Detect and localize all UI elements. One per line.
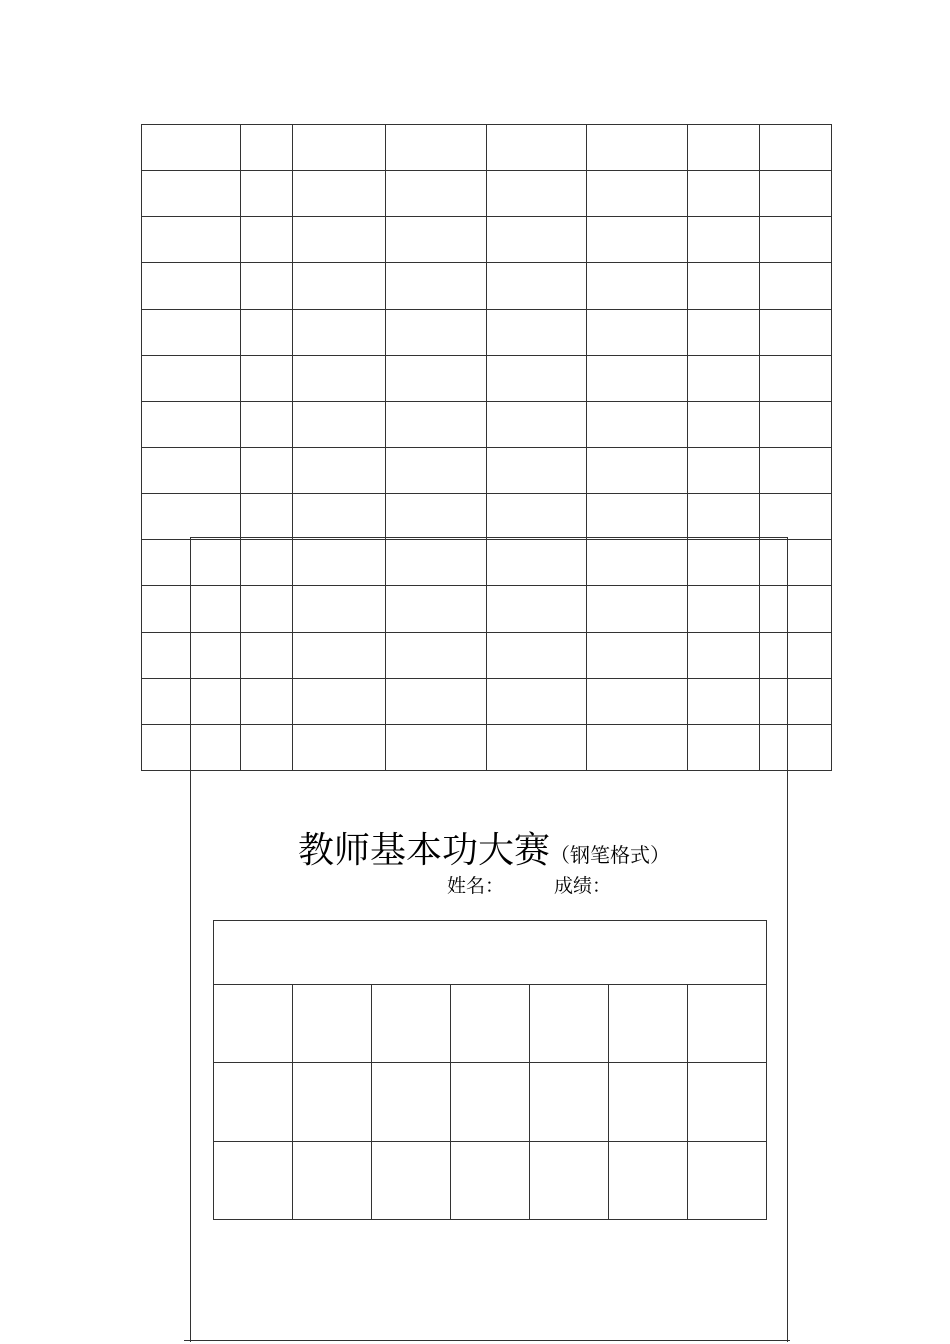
top-grid-cell <box>293 632 386 678</box>
top-grid-cell <box>587 171 688 217</box>
top-grid-cell <box>293 678 386 724</box>
pen-grid-row <box>214 1063 767 1141</box>
pen-grid-cell <box>530 1141 609 1219</box>
top-grid-cell <box>241 447 293 493</box>
top-grid-cell <box>293 263 386 309</box>
pen-grid-cell <box>530 985 609 1063</box>
top-grid-row <box>142 678 832 724</box>
pen-grid-cell <box>293 985 372 1063</box>
top-grid-cell <box>241 586 293 632</box>
top-grid-cell <box>688 401 760 447</box>
top-grid-cell <box>688 309 760 355</box>
top-grid-cell <box>587 447 688 493</box>
top-grid-cell <box>760 125 832 171</box>
top-grid-cell <box>386 724 487 770</box>
pen-grid-cell <box>609 985 688 1063</box>
top-grid-cell <box>293 401 386 447</box>
top-grid-row <box>142 494 832 540</box>
top-grid-cell <box>386 171 487 217</box>
top-grid-cell <box>386 309 487 355</box>
top-grid-cell <box>760 171 832 217</box>
top-grid-cell <box>688 586 760 632</box>
top-grid-cell <box>241 678 293 724</box>
sheet-title <box>298 822 670 873</box>
top-grid-cell <box>688 540 760 586</box>
top-grid-cell <box>487 125 587 171</box>
top-grid-row <box>142 263 832 309</box>
top-grid-cell <box>587 586 688 632</box>
top-grid-cell <box>142 125 241 171</box>
top-grid-cell <box>487 171 587 217</box>
top-grid-row <box>142 217 832 263</box>
top-grid-cell <box>142 586 241 632</box>
top-grid-row <box>142 447 832 493</box>
top-grid-cell <box>241 309 293 355</box>
top-grid-cell <box>142 309 241 355</box>
top-grid-cell <box>760 309 832 355</box>
top-grid-cell <box>487 540 587 586</box>
top-grid-cell <box>142 632 241 678</box>
top-grid-cell <box>587 678 688 724</box>
top-grid-cell <box>142 494 241 540</box>
top-grid-cell <box>241 125 293 171</box>
top-grid-cell <box>386 586 487 632</box>
pen-grid-row <box>214 985 767 1063</box>
top-grid-cell <box>487 447 587 493</box>
top-grid-cell <box>587 494 688 540</box>
top-grid-row <box>142 632 832 678</box>
top-grid-cell <box>142 355 241 401</box>
pen-grid-cell <box>372 985 451 1063</box>
name-label: 姓名： <box>447 875 505 897</box>
top-writing-grid <box>141 124 832 771</box>
title-sub: （钢笔格式） <box>550 843 671 867</box>
top-grid-cell <box>386 494 487 540</box>
top-grid-cell <box>293 724 386 770</box>
pen-grid-cell <box>214 1063 293 1141</box>
pen-grid-header-row <box>214 921 767 985</box>
top-grid-cell <box>587 309 688 355</box>
top-grid-cell <box>241 401 293 447</box>
pen-grid-cell <box>451 985 530 1063</box>
top-grid-cell <box>760 678 832 724</box>
top-grid-cell <box>587 263 688 309</box>
top-grid-cell <box>293 217 386 263</box>
top-grid-cell <box>386 217 487 263</box>
top-grid-cell <box>142 171 241 217</box>
top-grid-row <box>142 355 832 401</box>
top-grid-cell <box>587 632 688 678</box>
pen-grid-cell <box>214 1141 293 1219</box>
top-grid-cell <box>760 263 832 309</box>
top-grid-cell <box>587 125 688 171</box>
top-grid-cell <box>760 724 832 770</box>
title-main: 教师基本功大赛 <box>298 830 551 871</box>
top-grid-cell <box>688 632 760 678</box>
pen-grid-cell <box>293 1063 372 1141</box>
top-grid-cell <box>293 171 386 217</box>
top-grid-cell <box>241 355 293 401</box>
top-grid-cell <box>386 401 487 447</box>
top-grid-cell <box>688 263 760 309</box>
top-grid-cell <box>142 263 241 309</box>
top-grid-cell <box>386 447 487 493</box>
pen-grid-cell <box>293 1141 372 1219</box>
top-grid-cell <box>760 586 832 632</box>
top-grid-cell <box>688 125 760 171</box>
top-grid-cell <box>487 401 587 447</box>
score-label: 成绩： <box>554 875 612 897</box>
top-grid-cell <box>142 540 241 586</box>
top-grid-cell <box>142 217 241 263</box>
top-grid-cell <box>487 586 587 632</box>
pen-grid-cell <box>372 1063 451 1141</box>
top-grid-cell <box>760 494 832 540</box>
top-grid-cell <box>241 632 293 678</box>
pen-grid-row <box>214 1141 767 1219</box>
top-grid-cell <box>487 355 587 401</box>
top-grid-cell <box>587 217 688 263</box>
top-grid-cell <box>688 724 760 770</box>
pen-grid-header-cell <box>214 921 767 985</box>
top-grid-cell <box>587 724 688 770</box>
top-grid-cell <box>487 632 587 678</box>
top-grid-cell <box>760 355 832 401</box>
top-grid-cell <box>293 447 386 493</box>
top-grid-cell <box>760 632 832 678</box>
top-grid-cell <box>760 447 832 493</box>
top-grid-cell <box>293 125 386 171</box>
top-grid-cell <box>760 401 832 447</box>
top-grid-row <box>142 724 832 770</box>
top-grid-cell <box>587 540 688 586</box>
pen-grid-cell <box>609 1141 688 1219</box>
top-grid-cell <box>386 355 487 401</box>
top-grid-cell <box>386 263 487 309</box>
top-grid-cell <box>487 309 587 355</box>
pen-writing-grid <box>213 920 767 1220</box>
top-grid-cell <box>142 724 241 770</box>
top-grid-cell <box>688 494 760 540</box>
top-grid-cell <box>386 540 487 586</box>
top-grid-cell <box>241 263 293 309</box>
pen-grid-cell <box>372 1141 451 1219</box>
pen-grid-cell <box>214 985 293 1063</box>
top-grid-cell <box>142 447 241 493</box>
top-grid-row <box>142 309 832 355</box>
top-grid-cell <box>293 586 386 632</box>
pen-grid-cell <box>451 1063 530 1141</box>
pen-grid-cell <box>530 1063 609 1141</box>
top-grid-cell <box>760 217 832 263</box>
top-grid-row <box>142 125 832 171</box>
pen-grid-cell <box>451 1141 530 1219</box>
top-grid-cell <box>688 355 760 401</box>
top-grid-cell <box>386 678 487 724</box>
top-grid-cell <box>241 171 293 217</box>
answer-sheet-bottom-line <box>184 1340 790 1341</box>
top-grid-row <box>142 586 832 632</box>
top-grid-cell <box>293 355 386 401</box>
top-grid-cell <box>142 401 241 447</box>
top-grid-cell <box>487 494 587 540</box>
top-grid-cell <box>386 125 487 171</box>
top-grid-row <box>142 540 832 586</box>
top-grid-cell <box>760 540 832 586</box>
top-grid-cell <box>241 724 293 770</box>
top-grid-cell <box>688 217 760 263</box>
top-grid-cell <box>688 678 760 724</box>
top-grid-cell <box>241 540 293 586</box>
pen-grid-cell <box>609 1063 688 1141</box>
top-grid-cell <box>688 171 760 217</box>
pen-grid-cell <box>688 1063 767 1141</box>
top-grid-row <box>142 401 832 447</box>
top-grid-cell <box>293 309 386 355</box>
top-grid-cell <box>487 678 587 724</box>
top-grid-row <box>142 171 832 217</box>
pen-grid-cell <box>688 985 767 1063</box>
top-grid-cell <box>587 355 688 401</box>
top-grid-cell <box>386 632 487 678</box>
top-grid-cell <box>688 447 760 493</box>
top-grid-cell <box>487 724 587 770</box>
top-grid-cell <box>241 217 293 263</box>
top-grid-cell <box>587 401 688 447</box>
pen-grid-cell <box>688 1141 767 1219</box>
top-grid-cell <box>293 540 386 586</box>
top-grid-cell <box>241 494 293 540</box>
top-grid-cell <box>487 263 587 309</box>
top-grid-cell <box>293 494 386 540</box>
top-grid-cell <box>142 678 241 724</box>
top-grid-cell <box>487 217 587 263</box>
info-line <box>447 871 611 898</box>
